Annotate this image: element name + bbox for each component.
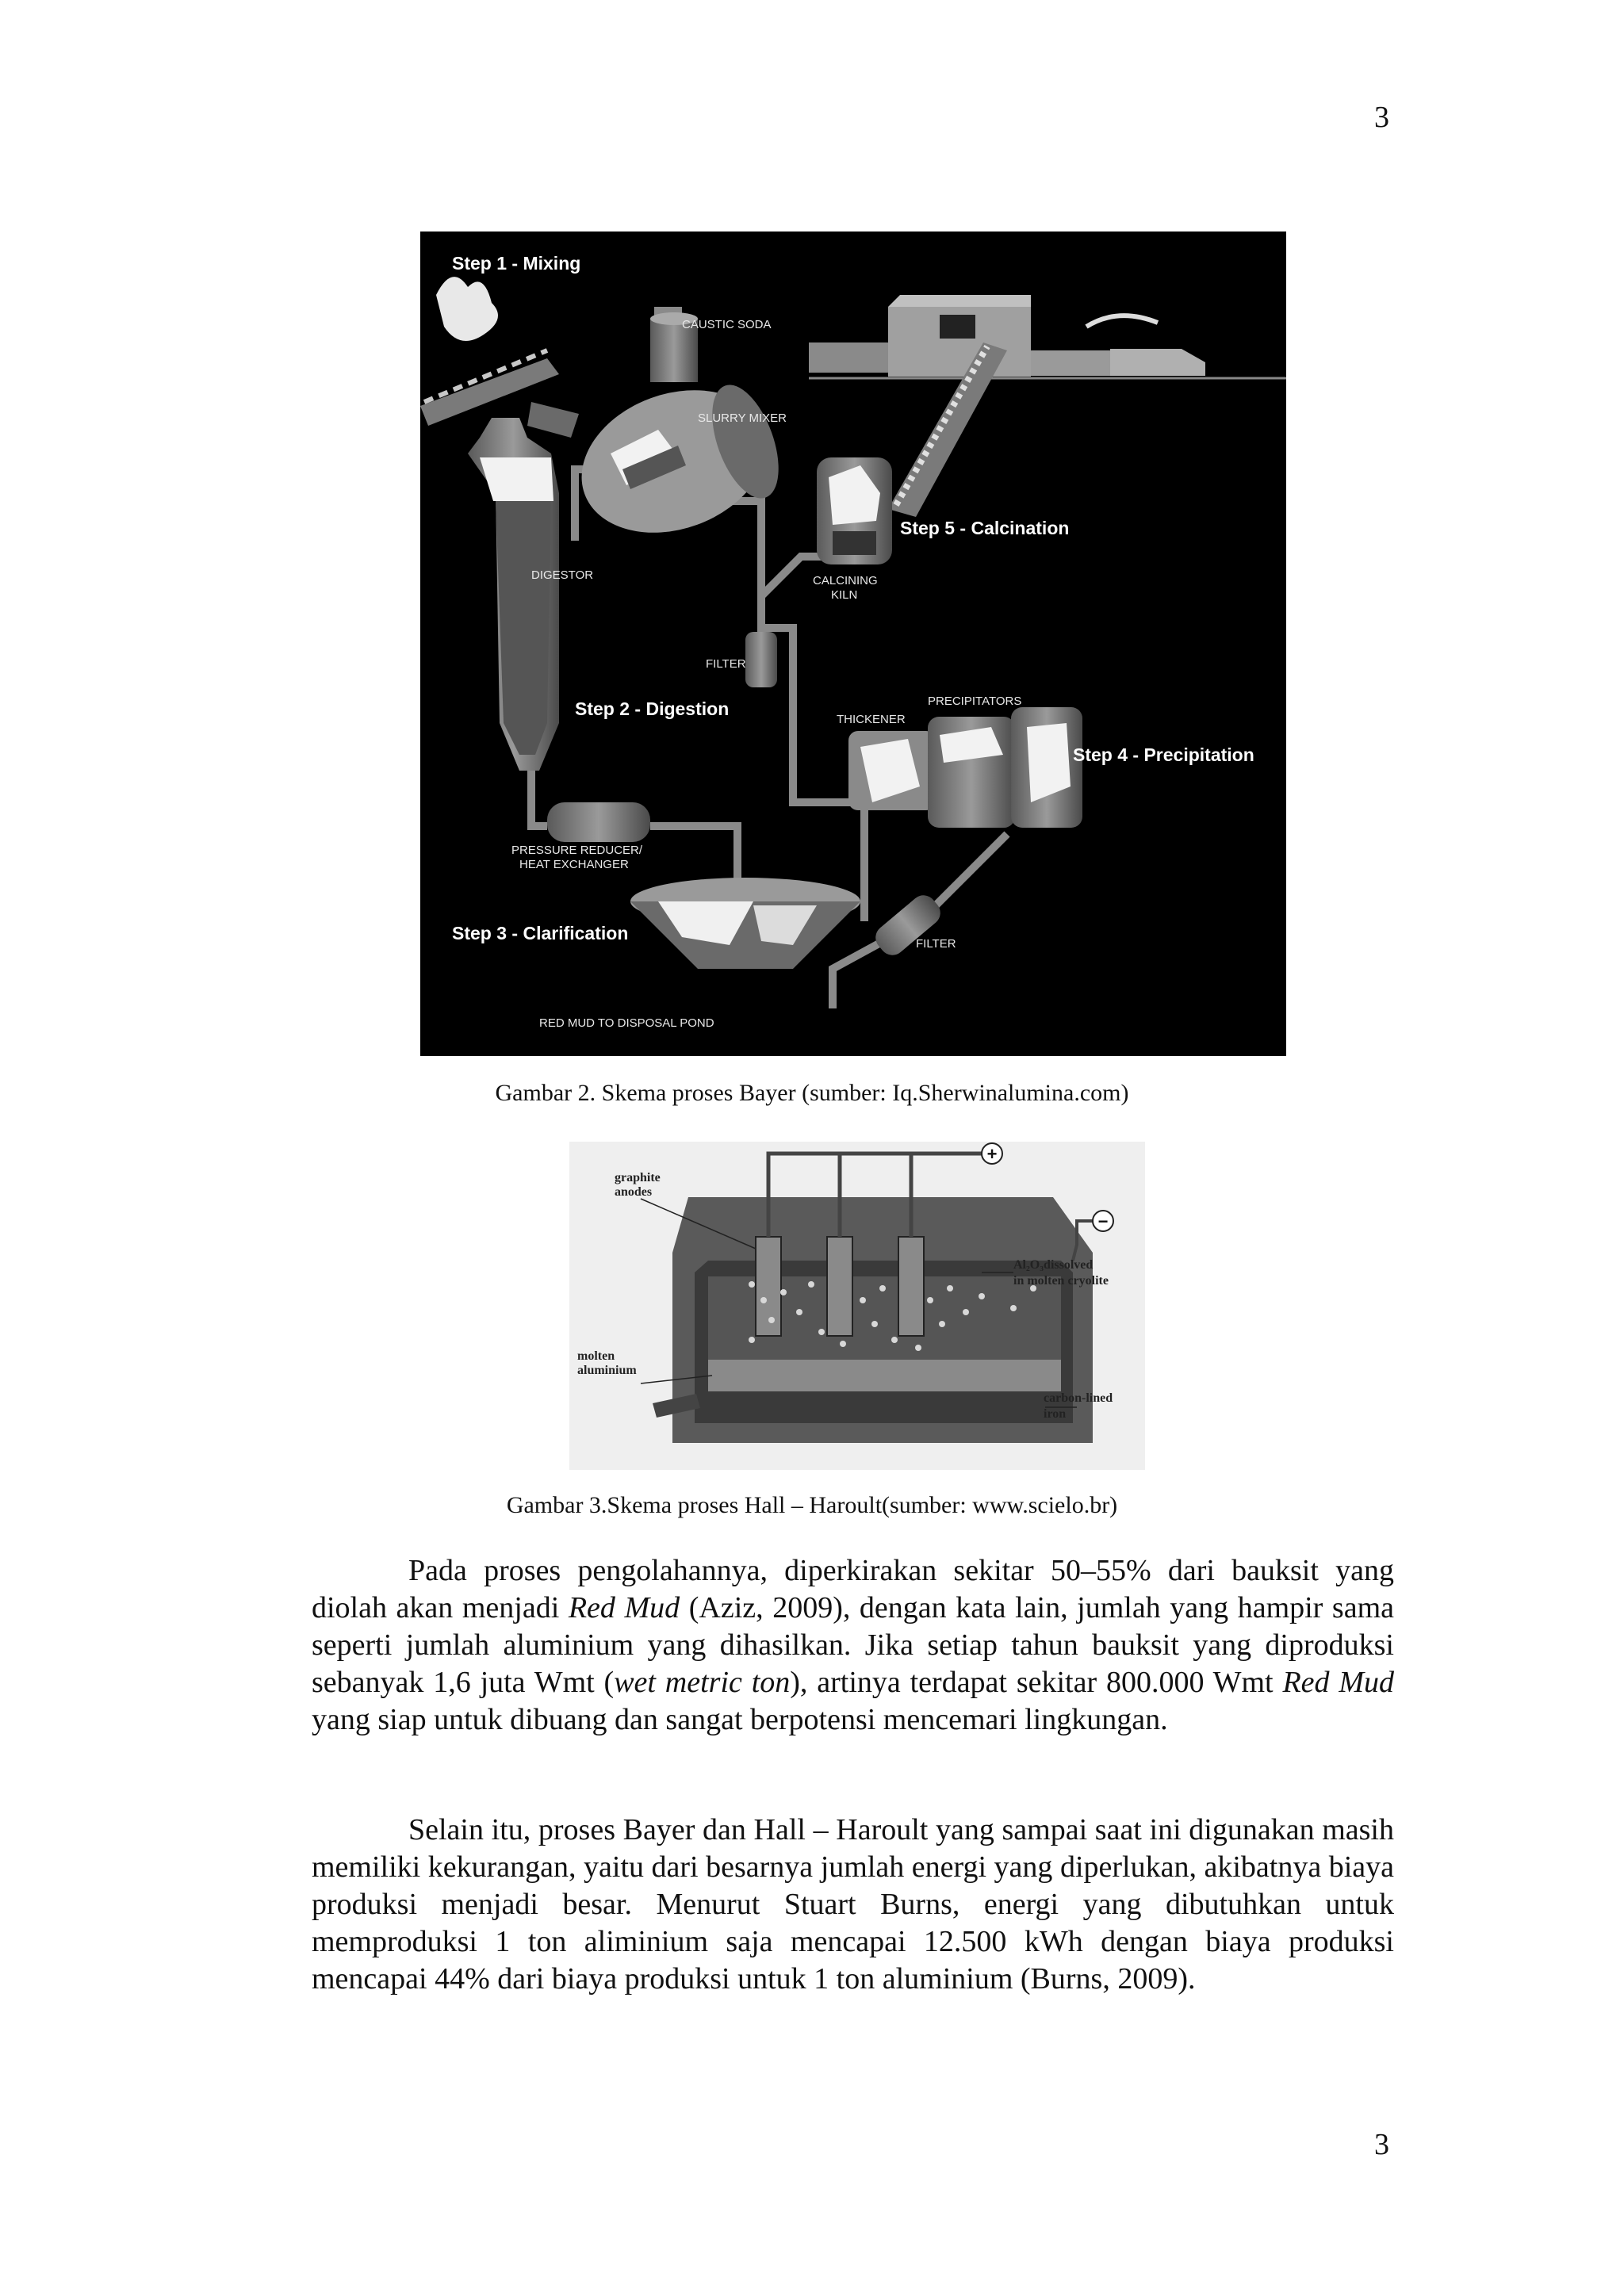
clarifier [630,878,860,969]
p1-italic-wet-metric-ton: wet metric ton [614,1666,791,1699]
factory-building [809,295,1286,378]
thickener-label: THICKENER [837,713,906,726]
carbon-lined-label: carbon-lined [1044,1391,1113,1405]
p1-text-3: ), artinya terdapat sekitar 800.000 Wmt [790,1666,1283,1699]
step2-label: Step 2 - Digestion [575,698,730,719]
heat-exchanger-label: HEAT EXCHANGER [519,858,629,871]
page-number-top: 3 [1374,101,1389,134]
p1-text-1: Pada proses pengolahannya, diperkirakan sekitar 50–55% dari bauksit yang diolah akan menjadi [312,1554,1394,1624]
graphite-label: graphite [615,1171,661,1184]
paragraph-1 [312,1552,1394,1739]
anodes-label: anodes [615,1185,653,1199]
positive-terminal-icon: + [986,1144,998,1164]
step1-label: Step 1 - Mixing [452,253,581,274]
negative-terminal-icon: − [1097,1211,1109,1231]
aluminium-label: aluminium [577,1364,637,1377]
p1-text-4: yang siap untuk dibuang dan sangat berpotensi mencemari lingkungan. [312,1703,1168,1736]
p1-italic-red-mud-2: Red Mud [1282,1666,1395,1699]
slurry-mixer [561,365,791,557]
page-number-bottom: 3 [1374,2128,1389,2161]
precipitators [928,707,1082,828]
step5-label: Step 5 - Calcination [900,518,1070,538]
filter-bottom-label: FILTER [916,937,956,951]
step4-label: Step 4 - Precipitation [1073,744,1254,765]
bayer-process-figure [420,232,1286,1056]
molten-label: molten [577,1349,615,1363]
step3-label: Step 3 - Clarification [452,923,629,943]
graphite-anodes [756,1237,924,1336]
calcining-kiln [817,457,892,564]
al2o3-label: Al₂O₃dissolved [1013,1258,1094,1272]
hall-haroult-figure [569,1142,1145,1470]
heat-exchanger [547,802,650,842]
bayer-process-diagram [420,232,1286,1056]
p1-text-2: (Aziz, 2009), dengan kata lain, jumlah yang hampir sama seperti jumlah aluminium yang dihasilkan. Jika setiap tahun bauksit yang diproduksi sebanyak 1,6 juta Wmt ( [312,1591,1394,1699]
figure1-caption: Gambar 2. Skema proses Bayer (sumber: Iq.Sherwinalumina.com) [495,1080,1129,1106]
calcining-label: CALCINING [813,574,878,587]
paragraph-2 [312,1812,1394,1998]
cryolite-label: in molten cryolite [1013,1274,1109,1288]
filter-top [745,632,777,687]
hall-haroult-diagram [569,1142,1145,1470]
digestor-label: DIGESTOR [531,568,594,582]
p2-text: Selain itu, proses Bayer dan Hall – Haroult yang sampai saat ini digunakan masih memiliki kekurangan, yaitu dari besarnya jumlah energi yang diperlukan, akibatnya biaya produksi menjadi besar. Menurut Stuart Burns, energi yang dibutuhkan untuk memproduksi 1 ton aliminium saja mencapai 12.500 kWh dengan biaya produksi mencapai 44% dari biaya produksi untuk 1 ton aluminium (Burns, 2009). [312,1813,1394,1996]
iron-label: iron [1044,1407,1067,1421]
red-mud-label: RED MUD TO DISPOSAL POND [539,1016,714,1030]
pressure-reducer-label: PRESSURE REDUCER/ [511,844,643,857]
figure2-caption: Gambar 3.Skema proses Hall – Haroult(sumber: www.scielo.br) [506,1492,1118,1518]
caustic-soda-label: CAUSTIC SODA [682,318,772,331]
filter-top-label: FILTER [706,657,746,671]
kiln-label: KILN [831,588,858,602]
precipitators-label: PRECIPITATORS [928,695,1022,708]
thickener [848,731,936,810]
p1-italic-red-mud-1: Red Mud [568,1591,680,1624]
slurry-mixer-label: SLURRY MIXER [698,411,787,425]
